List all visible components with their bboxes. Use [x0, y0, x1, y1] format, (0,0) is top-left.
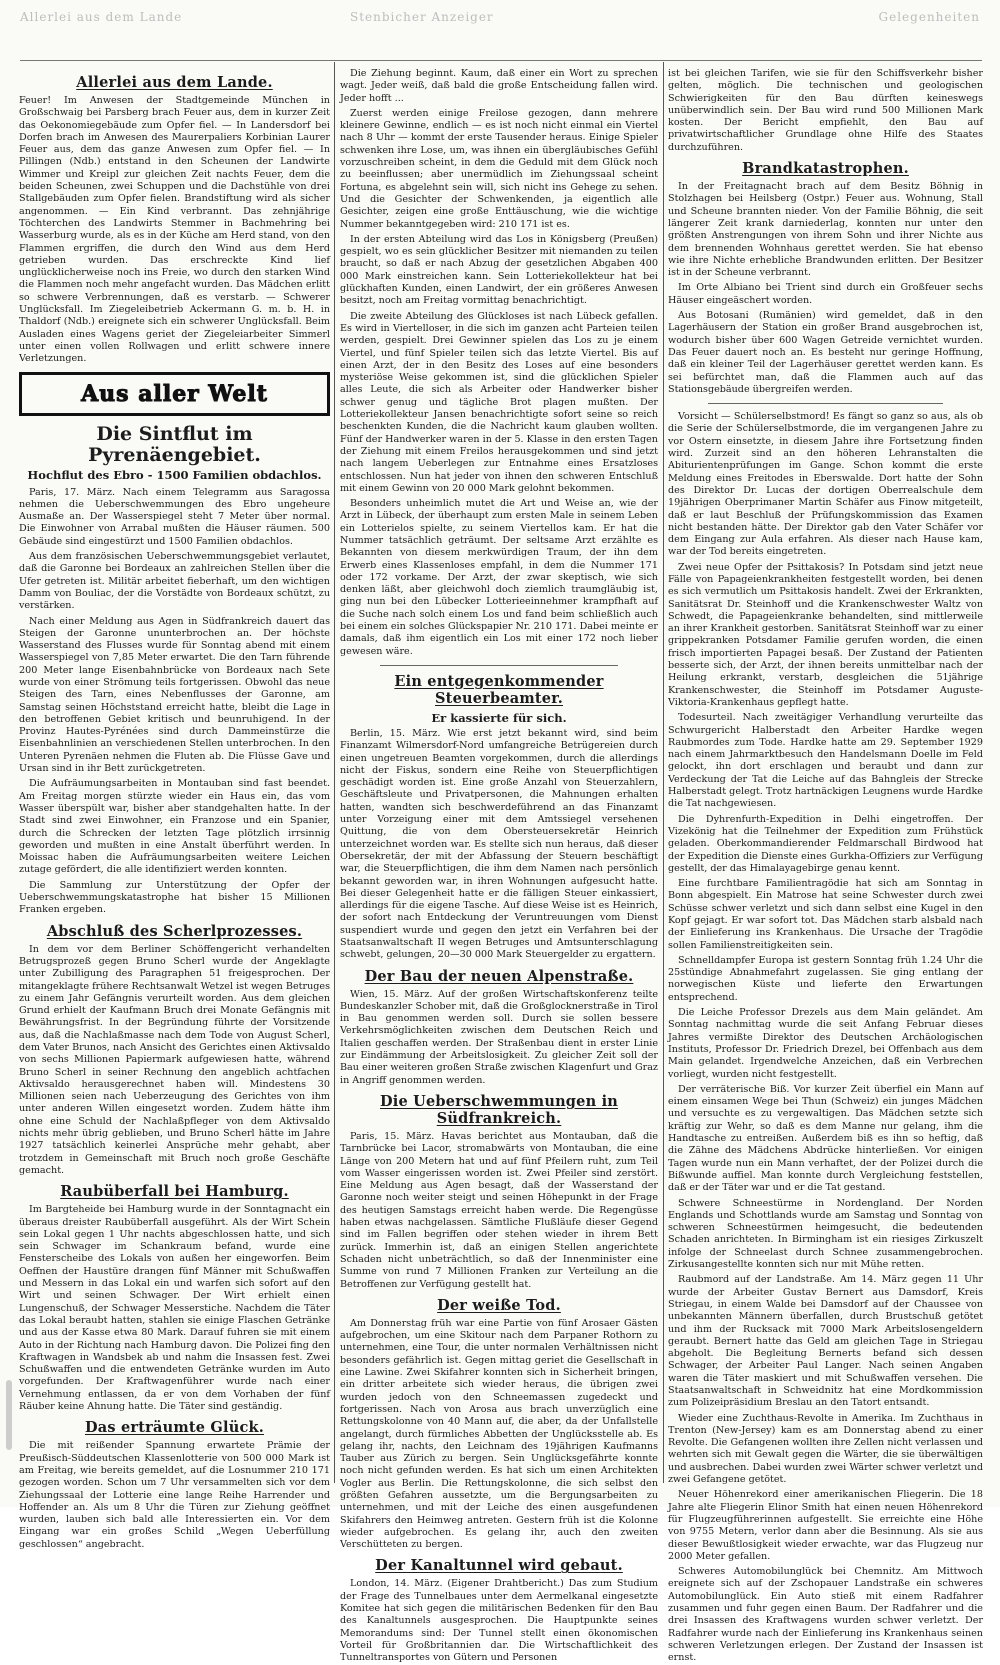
headline-sintflut: Die Sintflut im Pyrenäengebiet. — [88, 422, 261, 466]
article-sintflut-p3: Nach einer Meldung aus Agen in Südfrankreich dauert das Steigen der Garonne ununterbrochen an. Der höchste Wasserstand des Flusses wurde für Sonntag abend mit einem Wasserspiegel von 7,85 Meter erwartet. Die den Tarn führende 200 Meter lange Eisenbahnbrücke von Bordeaux nach Sete wurde von einer Strömung teils fortgerissen. Obwohl das neue Steigen des Tarn, eines Nebenflusses der Garonne, am Samstag seinen Höchststand erreicht hatte, bleibt die Lage in den betroffenen Gebiet kritisch und beunruhigend. In der Provinz Hautes-Pyrénées sind durch Dammeinstürze die Eisenbahnlinien an verschiedenen Stellen unterbrochen. In den Unteren Pyrenäen nehmen die Fluten ab. Die Flüsse Gave und Ursan sind in ihr Bett zurückgetreten. — [19, 615, 330, 775]
article-suedfrankreich: Paris, 15. März. Havas berichtet aus Montauban, daß die Tarnbrücke bei Lacor, stromabwärts von Montauban, die eine Länge von 200 Metern hat und auf fünf Pfeilern ruht, zum Teil vom Wasser eingerissen worden ist. Zwei Pfeiler sind zerstört. Eine Meldung aus Agen besagt, daß der Wasserstand der Garonne noch weiter steigt und seinen Höhepunkt in der Frage des heutigen Samstags erreicht haben werde. Die Regengüsse haben etwas nachgelassen. Sämtliche Flußläufe dieser Gegend sind im Fallen begriffen oder stehen wieder in ihrem Bett zurück. Immerhin ist, daß an einigen Stellen angerichtete Schaden nicht unbeträchtlich, so daß der Innenminister eine Summe von rund 7 Millionen Franken zur Verteilung an die Betroffenen zur Verfügung gestellt hat. — [340, 1130, 658, 1290]
article-alpenstrasse: Wien, 15. März. Auf der großen Wirtschaftskonferenz teilte Bundeskanzler Schober mit, daß die Großglocknerstraße in Tirol in Bau genommen werden soll. Durch sie sollen bessere Verkehrsmöglichkeiten zwischen dem Deutschen Reich und Italien geschaffen werden. Der Straßenbau dient in erster Linie zur Eindämmung der Arbeitslosigkeit. Zu gleicher Zeit soll der Bau einer weiteren großen Straße zwischen Klagenfurt und Graz in Angriff genommen werden. — [340, 988, 658, 1086]
heading-brandkatastrophen: Brandkatastrophen. — [742, 160, 909, 178]
item-biss: Der verräterische Biß. Vor kurzer Zeit überfiel ein Mann auf einem einsamen Wege bei Thun (Schweiz) ein junges Mädchen und versuchte es zu vergewaltigen. Das Mädchen setzte sich kräftig zur Wehr, so daß es dem Manne nur gelang, ihm die Handtasche zu entreißen. Außerdem biß es ihn so heftig, daß die Zähne des Mädchens Abdrücke hinterließen. Vor einigen Tagen wurde nun ein Mann verhaftet, der der Polizei durch die Bißwunde auffiel. Man konnte durch Vergleichung feststellen, daß er der Täter war und er die Tat gestand. — [668, 1083, 983, 1194]
section-banner-title: Aus aller Welt — [81, 380, 268, 407]
article-glueck-cont-p3: In der ersten Abteilung wird das Los in Königsberg (Preußen) gespielt, wo es sein glücklicher Besitzer mit niemanden zu teilen braucht, so daß er nach Abzug der gesetzlichen Abgaben 400 000 Mark einstreichen kann. Sein Lotteriekollekteur hat bei glückhaften Kunden, einen Landwirt, der ein größeres Anwesen besitzt, noch am Freitag vormittag benachrichtigt. — [340, 233, 658, 307]
article-raubueberfall: Im Bargteheide bei Hamburg wurde in der Sonntagnacht ein überaus dreister Raubüberfall ausgeführt. Als der Wirt Schein sein Lokal gegen 1 Uhr nachts abgeschlossen hatte, und sich sein Schwager im Schankraum befand, wurde eine Fensterscheibe des Lokals von außen her eingeworfen. Beim Oeffnen der Haustüre drangen fünf Männer mit Schußwaffen und Messern in das Lokal ein und warfen sich sofort auf den Wirt und seinen Schwager. Der Wirt erhielt einen Lungenschuß, der Schwager Messerstiche. Nachdem die Täter das Lokal beraubt hatten, stahlen sie einige Flaschen Getränke und aus der Kasse etwa 80 Mark. Darauf fuhren sie mit einem Auto in der Richtung nach Hamburg davon. Die Polizei fing den Kraftwagen in Wandsbek ab und nahm die Insassen fest. Zwei Schußwaffen und die entwendeten Getränke wurden im Auto vorgefunden. Der Kraftwagenführer wurde nach einer Vernehmung entlassen, da er von dem Vorhaben der fünf Räuber keine Ahnung hatte. Die Täter sind geständig. — [19, 1204, 330, 1413]
article-allerlei: Feuer! Im Anwesen der Stadtgemeinde München in Großschwaig bei Parsberg brach Feuer aus, dem in kurzer Zeit das Oekonomiegebäude zum Opfer fiel. — In Landersdorf bei Dorfen brach im Anwesen des Maurerpaliers Korbinian Laurer Feuer aus, dem das ganze Anwesen zum Opfer fiel. — In Pillingen (Ndb.) entstand in den Scheunen der Landwirte Wimmer und Kreipl zur gleichen Zeit nachts Feuer, dem die beiden Scheunen, zwei Schuppen und die Dachstühle von drei Stallgebäuden zum Opfer fielen. Brandstiftung wird als sicher angenommen. — Ein Kind verbrannt. Das zehnjährige Töchterchen des Landwirts Stemmer in Bachmehring bei Wasserburg wurde, als es in der Küche am Herd stand, von den Flammen ergriffen, die durch den Wind aus dem Herd getrieben wurden. Das erschreckte Kind lief unglücklicherweise noch ins Freie, wo durch den starken Wind die Flammen noch mehr angefacht wurden. Das Mädchen erlitt so schwere Verbrennungen, daß es verstarb. — Schwerer Unglücksfall. Im Ziegeleibetrieb Ackermann G. m. b. H. in Thaldorf (Ndb.) ereignete sich ein schwerer Unglücksfall. Beim Ausladen eines Wagens geriet der Ziegeleiarbeiter Simmerl unter einen vollen Rollwagen und erlitt schwere innere Verletzungen. — [19, 95, 330, 365]
heading-alpenstrasse: Der Bau der neuen Alpenstraße. — [364, 967, 634, 985]
item-dyhrenfurth: Die Dyhrenfurth-Expedition in Delhi eingetroffen. Der Vizekönig hat die Teilnehmer der Expedition zum Frühstück geladen. Oberkommandierender Feldmarschall Birdwood hat der Expedition die Dienste eines Gurkha-Offiziers zur Verfügung gestellt, der das Himalayagebirge genau kennt. — [668, 813, 983, 874]
article-glueck-cont-p2: Zuerst werden einige Freilose gezogen, dann mehrere kleinere Gewinne, endlich — es ist noch nicht einmal ein Viertel nach 8 Uhr — kommt der erste Tausender heraus. Einige Spieler schwenken ihre Lose, um, was ihnen ein übergläubisches Gefühl vorzuschreiben scheint, in dem die Geduld mit dem Glück noch zu beeinflussen; aber unermüdlich im Ziehungssaal scheint Fortuna, es abgelehnt sein will, sich nicht ins Gehege zu sehen. Und die Gesichter der Schwenkenden, ja eigentlich alle Gesichter, zeigen eine große Enttäuschung, wie die wichtige Nummer bekanntgegeben wird: 210 171 ist es. — [340, 107, 658, 230]
item-raubmord: Raubmord auf der Landstraße. Am 14. März gegen 11 Uhr wurde der Arbeiter Gustav Bernert aus Damsdorf, Kreis Striegau, in einem Walde bei Damsdorf auf der Chaussee von unbekannten Männern überfallen, durch Brustschuß getötet und ihm der Rucksack mit 7000 Mark Arbeitslosengeldern geraubt. Bernert hatte das Geld am gleichen Tage in Striegau abgeholt. Die Begleitung Bernerts befand sich dessen Schwager, der Arbeiter Paul Langer. Nach seinen Angaben waren die Täter maskiert und mit Schußwaffen versehen. Die Staatsanwaltschaft in Schweidnitz hat eine Mordkommission zum Polizeipräsidium Breslau an den Tatort entsandt. — [668, 1274, 983, 1409]
column-3 — [668, 68, 983, 1664]
article-scherl: In dem vor dem Berliner Schöffengericht verhandelten Betrugsprozeß gegen Bruno Scherl wurde der Angeklagte unter Zubilligung des Paragraphen 51 freigesprochen. Der mitangeklagte frühere Rechtsanwalt Wetzel ist wegen Betruges zu einem Jahr Gefängnis verurteilt worden. Aus dem gleichen Grund erhielt der Kaufmann Bruch drei Monate Gefängnis mit Bewährungsfrist. In der Begründung führte der Vorsitzende aus, daß die Nachlaßmasse nach dem Tode von August Scherl, dem Vater Brunos, nach Ansicht des Gerichtes einen Aktivsaldo von sechs Millionen Papiermark aufgewiesen hatte, während Bruno Scherl in seiner Rechnung den angeblich achtfachen Aktivsaldo herausgerechnet haben will. Mindestens 30 Millionen seien nach Ueberzeugung des Gerichtes von ihm unter anderen Willen eingesetzt worden. Zudem hätte ihm ohne eine Schuld der Nachlaßpfleger von dem Aktivsaldo nichts mehr übrig geblieben, und Bruno Scherl hätte im Jahre 1927 tatsächlich keinerlei Ansprüche mehr gehabt, aber trotzdem in Gemeinschaft mit Bruch noch große Geschäfte gemacht. — [19, 943, 330, 1176]
item-schneestuerme: Schwere Schneestürme in Nordengland. Der Norden Englands und Schottlands wurde am Samstag und Sonntag von schweren Schneestürmen heimgesucht, die bedeutenden Schaden anrichteten. In Birmingham ist ein riesiges Zirkuszelt infolge der Schneelast durch Schnee zusammengebrochen. Zirkusangestellte konnten sich nur mit Mühe retten. — [668, 1197, 983, 1271]
heading-suedfrankreich: Die Ueberschwemmungen in Südfrankreich. — [379, 1092, 619, 1127]
item-zuchthaus-revolte: Wieder eine Zuchthaus-Revolte in Amerika. Im Zuchthaus in Trenton (New-Jersey) kam es am Donnerstag abend zu einer Revolte. Die Gefangenen wollten ihre Zellen nicht verlassen und wehrten sich mit Gewalt gegen die Wärter, die sie überwältigen und ausbrechen. Dabei wurden zwei Wärter schwer verletzt und zwei Gefangene getötet. — [668, 1412, 983, 1486]
article-brand-p3: Aus Botosani (Rumänien) wird gemeldet, daß in den Lagerhäusern der Station ein großer Brand ausgebrochen ist, wodurch bisher über 600 Wagen Getreide vernichtet wurden. Das Feuer dauert noch an. Es besteht nur geringe Hoffnung, daß ein kleiner Teil der Lagerhäuser gerettet werden kann. Es sei befürchtet man, daß die Flammen auch auf das Stationsgebäude übergreifen werden. — [668, 310, 983, 395]
item-psittakosis: Zwei neue Opfer der Psittakosis? In Potsdam sind jetzt neue Fälle von Papageienkrankheiten festgestellt worden, bei denen es sich vermutlich um Psittakosis handelt. Zwei der Erkrankten, Sanitätsrat Dr. Steinhoff und die Krankenschwester Waltz von Schwedt, die Papageienkranke behandelten, sind mittlerweile an ihrer Krankheit gestorben. Sanitätsrat Steinhoff war zu einer grippekranken Potsdamer Familie gerufen worden, die einen frisch importierten Papagei besaß. Der Zustand der Patienten besserte sich, der Arzt, der ihnen bereits unmittelbar nach der Heilung erkrankt, verstarb, desgleichen die 51jährige Krankenschwester, die Steinhoff im Potsdamer Auguste-Viktoria-Krankenhaus gepflegt hatte. — [668, 561, 983, 708]
article-glueck-cont-p5: Besonders unheimlich mutet die Art und Weise an, wie der Arzt in Lübeck, der überhaupt zum ersten Male in seinem Leben ein Lotterielos spielte, zu seinem Viertellos kam. Er hat die Nummer tatsächlich geträumt. Der seltsame Arzt erzählte es Bekannten von diesem merkwürdigen Traum, der ihn dem Erwerb eines Klassenloses empfahl, in dem die Nummer 171 oder 172 vorkame. Der Arzt, der zwar skeptisch, wie sich denken läßt, aber gleichwohl doch ziemlich traumgläubig ist, ging nun bei den Lübecker Lotterieeinnehmer krampfhaft auf die Suche nach solch einem Los und fand beim schließlich auch bei einem ein solches Glückspapier Nr. 210 171. Dabei meinte er damals, daß ihm eigentlich ein Los mit einer 172 noch lieber gewesen wäre. — [340, 498, 658, 657]
column-divider-2 — [663, 62, 664, 1483]
article-sintflut-p1: Paris, 17. März. Nach einem Telegramm aus Saragossa nehmen die Ueberschwemmungen des Ebro ungeheure Ausmaße an. Der Wasserspiegel steht 7 Meter über normal. Die Einwohner von Arrabal mußten die Häuser räumen. 500 Gebäude sind eingestürzt und 1500 Familien obdachlos. — [19, 486, 330, 547]
masthead-right: Gelegenheiten — [878, 10, 980, 24]
subheading-steuerbeamter: Er kassierte für sich. — [431, 710, 567, 725]
subheadline-ebro: Hochflut des Ebro - 1500 Familien obdachlos. — [27, 467, 322, 482]
item-europa: Schnelldampfer Europa ist gestern Sonntag früh 1.24 Uhr die 25stündige Abnahmefahrt zugelassen. Sie ging entlang der norwegischen Küste und lieferte den Erwartungen entsprechend. — [668, 954, 983, 1003]
heading-weisse-tod: Der weiße Tod. — [437, 1296, 561, 1314]
column-1 — [19, 68, 330, 1550]
article-kanaltunnel: London, 14. März. (Eigener Drahtbericht.) Das zum Studium der Frage des Tunnelbaues unter dem Aermelkanal eingesetzte Komitee hat sich gegen die militärischen Bedenken für den Bau des Kanaltunnels ausgesprochen. Die Hauptpunkte seines Memorandums sind: Der Tunnel stellt einen ökonomischen Vorteil für Großbritannien dar. Die Wirtschaftlichkeit des Tunneltransportes von Gütern und Personen — [340, 1578, 658, 1664]
article-glueck-cont-p1: Die Ziehung beginnt. Kaum, daß einer ein Wort zu sprechen wagt. Jeder weiß, daß bald die große Entscheidung fallen wird. Jeder hofft ... — [340, 68, 658, 104]
item-automobilunglueck: Schweres Automobilunglück bei Chemnitz. Am Mittwoch ereignete sich auf der Zschopauer Landstraße ein schweres Automobilunglück. Ein Auto stieß mit einem Radfahrer zusammen und fuhr gegen einen Baum. Der Radfahrer und die drei Insassen des Kraftwagens wurden schwer verletzt. Der Radfahrer wurde nach der Einlieferung ins Krankenhaus seinen schweren Verletzungen erlegen. Der Zustand der Insassen ist ernst. — [668, 1566, 983, 1664]
top-rule — [20, 60, 982, 61]
article-sintflut-p4: Die Aufräumungsarbeiten in Montauban sind fast beendet. Am Freitag morgen stürzte wieder ein Haus ein, das vom Wasser überspült war, bisher aber standgehalten hatte. In der Stadt sind zwei Einwohner, ein Franzose und ein Spanier, durch die Schrecken der letzten Tage plötzlich irrsinnig geworden und mußten in eine Anstalt überführt werden. In Moissac haben die Aufräumungsarbeiten weitere Leichen zutage gefördert, die alle identifiziert werden konnten. — [19, 778, 330, 876]
article-glueck: Die mit reißender Spannung erwartete Prämie der Preußisch-Süddeutschen Klassenlotterie von 500 000 Mark ist am Freitag, wie bereits gemeldet, auf die Losnummer 210 171 gezogen worden. Schon um 7 Uhr versammelten sich vor dem Ziehungssaal der Lotterie eine lange Reihe Harrender und Hoffender an. Als um 8 Uhr die Türen zur Ziehung geöffnet wurden, lauben sich bald alle Interessierten ein. Vor dem Eingang war ein großes Schild „Wegen Ueberfüllung geschlossen“ angebracht. — [19, 1440, 330, 1550]
article-kanaltunnel-cont: ist bei gleichen Tarifen, wie sie für den Schiffsverkehr bisher gelten, möglich. Die technischen und geologischen Schwierigkeiten für den Bau dürften keineswegs unüberwindlich sein. Der Bau wird rund 500 Millionen Mark kosten. Der Bericht empfiehlt, den Bau auf privatwirtschaftlicher Grundlage ohne Hilfe des Staates durchzuführen. — [668, 68, 983, 153]
masthead-left: Allerlei aus dem Lande — [20, 10, 183, 24]
heading-glueck: Das erträumte Glück. — [85, 1419, 264, 1437]
item-schuelerselbstmord: Vorsicht — Schülerselbstmord! Es fängt so ganz so aus, als ob die Serie der Schülerselbstmorde, die im vergangenen Jahre zu vor Ostern einsetzte, in diesem Jahre ihre Fortsetzung finden wird. Zurzeit sind an den höheren Lehranstalten die Abiturientenprüfungen im Gange. Schon kommt die erste Meldung eines Freitodes in Eberswalde. Dort hatte der Sohn des Direktor Dr. Lucas der dortigen Oberrealschule dem 19jährigen Oberprimaner Martin Schäfer aus Finow mitgeteilt, daß er laut Beschluß der Prüfungskommission das Examen nicht bestanden hätte. Der Direktor gab den Vater Schäfer vor dem Eingang zur Aula erfahren. Als dieser nach Hause kam, war der Tod bereits eingetreten. — [668, 411, 983, 558]
column-divider-1 — [334, 62, 335, 1483]
masthead-center: Stenbicher Anzeiger — [350, 10, 494, 24]
item-drezel: Die Leiche Professor Drezels aus dem Main geländet. Am Sonntag nachmittag wurde die seit Anfang Februar dieses Jahres vermißte Direktor des Deutschen Archäologischen Instituts, Professor Dr. Friedrich Drezel, bei Offenbach aus dem Main gelandet. Irgendwelche Anzeichen, daß ein Verbrechen vorliegt, wurden nicht festgestellt. — [668, 1007, 983, 1080]
item-todesurteil: Todesurteil. Nach zweitägiger Verhandlung verurteilte das Schwurgericht Halberstadt den Arbeiter Hardke wegen Raubmordes zum Tode. Hardke hatte am 29. September 1929 nach einem Jahrmarktbesuch den Handelsmann Doelle im Feld gelockt, ihn dort erschlagen und beraubt und dann zur Verdeckung der Tat die Leiche auf das Bahngleis der Strecke Halberstadt gelegt. Trotz hartnäckigen Leugnens wurde Hardke die Tat nachgewiesen. — [668, 712, 983, 810]
heading-raubueberfall: Raubüberfall bei Hamburg. — [60, 1183, 289, 1201]
article-glueck-cont-p4: Die zweite Abteilung des Glückloses ist nach Lübeck gefallen. Es wird in Viertelloser, in die sich im ganzen acht Parteien teilen werden, gespielt. Drei Gewinner spielen das Los zu je einem Viertel, und fünf Spieler teilen sich das letzte Viertel. Bis auf einen Arzt, der in den Besitz des Loses auf eine besonders mysteriöse Weise gekommen ist, sind die glücklichen Spieler alles Leute, die sich als Arbeiter oder Handwerker bisher schwer genug und tägliche Brot plagen mußten. Der Lotteriekollekteur Jansen benachrichtigte sofort seine so reich beschenkten Kunden, die die Nachricht kaum glauben wollten. Fünf der Handwerker waren in der 5. Klasse in den ersten Tagen der Ziehung mit einem Freilos herausgekommen und sind jetzt nach langem Ueberlegen zur Entnahme eines Ersatzloses entschlossen. Nun hat jeder von ihnen den schweren Entschluß mit einem Gewinn von 20 000 Mark gelohnt bekommen. — [340, 310, 658, 494]
article-sintflut-p2: Aus dem französischen Ueberschwemmungsgebiet verlautet, daß die Garonne bei Bordeaux an zahlreichen Stellen über die Ufer getreten ist. Militär arbeitet fieberhaft, um den wichtigen Damm von Bouliac, der die Vorstädte von Bordeaux schützt, zu verstärken. — [19, 551, 330, 612]
masthead — [20, 6, 980, 28]
section-banner — [19, 372, 330, 416]
article-steuerbeamter: Berlin, 15. März. Wie erst jetzt bekannt wird, sind beim Finanzamt Wilmersdorf-Nord umfangreiche Betrügereien durch einen ungetreuen Beamten vorgekommen, durch die allerdings nicht der Fiskus, sondern eine Reihe von Steuerpflichtigen geschädigt worden ist. Eine große Anzahl von Steuerzahlern, Geschäftsleute und Privatpersonen, die Mahnungen erhalten hatten, wandten sich beschwerdeführend an das Finanzamt unter Vorzeigung einer mit dem Amtssiegel versehenen Quittung, die von dem Obersteuersekretär Heinrich unterzeichnet worden war. Es stellte sich nun heraus, daß dieser Obersekretär, der mit der Abfassung der Steuern beschäftigt war, die Steuerpflichtigen, die ihm dem Namen nach persönlich bekannt geworden war, in ihren Wohnungen aufgesucht hatte. Bei dieser Gelegenheit hatte er die fälligen Steuer einkassiert, allerdings für die eigene Tasche. Auf diese Weise ist es Heinrich, der sofort nach Entdeckung der Veruntreuungen vom Dienst suspendiert wurde und gegen den jetzt ein Verfahren bei der Staatsanwaltschaft II wegen Betruges und Amtsunterschlagung schwebt, gelungen, 20—30 000 Mark Steuergelder zu ergattern. — [340, 727, 658, 961]
item-familientragoedie: Eine furchtbare Familientragödie hat sich am Sonntag in Bonn abgespielt. Ein Matrose hat seine Schwester durch zwei Schüsse schwer verletzt und sich dann selbst eine Kugel in den Kopf gejagt. Er war sofort tot. Das Mädchen starb alsbald nach der Einlieferung ins Krankenhaus. Die Ursache der Tragödie sollen Familienstreitigkeiten sein. — [668, 878, 983, 951]
article-sintflut-p5: Die Sammlung zur Unterstützung der Opfer der Ueberschwemmungskatastrophe hat bisher 15 Millionen Franken ergeben. — [19, 879, 330, 916]
heading-allerlei: Allerlei aus dem Lande. — [76, 74, 273, 91]
heading-steuerbeamter: Ein entgegenkommender Steuerbeamter. — [394, 672, 604, 707]
heading-scherl: Abschluß des Scherlprozesses. — [46, 922, 303, 940]
item-hoehenrekord: Neuer Höhenrekord einer amerikanischen Fliegerin. Die 18 Jahre alte Fliegerin Elinor Smith hat einen neuen Höhenrekord für Flugzeugführerinnen aufgestellt. Sie erreichte eine Höhe von 9755 Metern, verlor dann aber die Besinnung. Als sie aus dieser Bewußtlosigkeit wieder erwachte, war das Flugzeug nur 2000 Meter gefallen. — [668, 1489, 983, 1562]
column-2 — [340, 68, 658, 1664]
print-smudge — [6, 1380, 12, 1450]
article-brand-p2: Im Orte Albiano bei Trient sind durch ein Großfeuer sechs Häuser eingeäschert worden. — [668, 282, 983, 306]
separator — [380, 665, 618, 666]
article-brand-p1: In der Freitagnacht brach auf dem Besitz Böhnig in Stolzhagen bei Heilsberg (Ostpr.) Feuer aus. Wohnung, Stall und Scheune brannten nieder. Von der Familie Böhnig, die seit längerer Zeit krank darniederlag, konnten nur unter den größten Anstrengungen von ihrem Sohn und ihrer Nichte aus dem brennenden Wohnhaus gerettet werden. Sie hat ebenso wie ihre Nichte erhebliche Brandwunden erlitten. Der Besitzer ist in der Scheune verbrannt. — [668, 181, 983, 279]
article-weisse-tod: Am Donnerstag früh war eine Partie von fünf Arosaer Gästen aufgebrochen, um eine Skitour nach dem Parpaner Rothorn zu unternehmen, eine Tour, die unter normalen Verhältnissen nicht besonders gefährlich ist. Gegen mittag geriet die Gesellschaft in eine Lawine. Zwei Skifahrer konnten sich in Sicherheit bringen, ein dritter arbeitete sich wieder heraus, die übrigen zwei wurden jedoch von den Schneemassen zugedeckt und fortgerissen. Nach von Arosa aus brach unverzüglich eine Rettungskolonne von 40 Mann auf, die aber, da der Unfallstelle angelangt, durch fürmliches Abbetten der Unglücksstelle ab. Es gelang ihr, nachts, den Leichnam des 19jährigen Kaufmanns Tauber aus Zürich zu bergen. Sein Unglücksgefährte konnte noch nicht gefunden werden. Es hat sich um einen Architekten Vogler aus Berlin. Die Rettungskolonne, die sich selbst den größten Gefahren aussetzte, um die Bergungsarbeiten zu unternehmen, und mit der Leiche des einen ausgefundenen Skifahrers den Heimweg antreten. Gestern früh ist die Kolonne wieder aufgebrochen. Es gelang ihr, auch den zweiten Verschütteten zu bergen. — [340, 1317, 658, 1551]
heading-kanaltunnel: Der Kanaltunnel wird gebaut. — [375, 1557, 623, 1575]
separator — [708, 403, 943, 404]
